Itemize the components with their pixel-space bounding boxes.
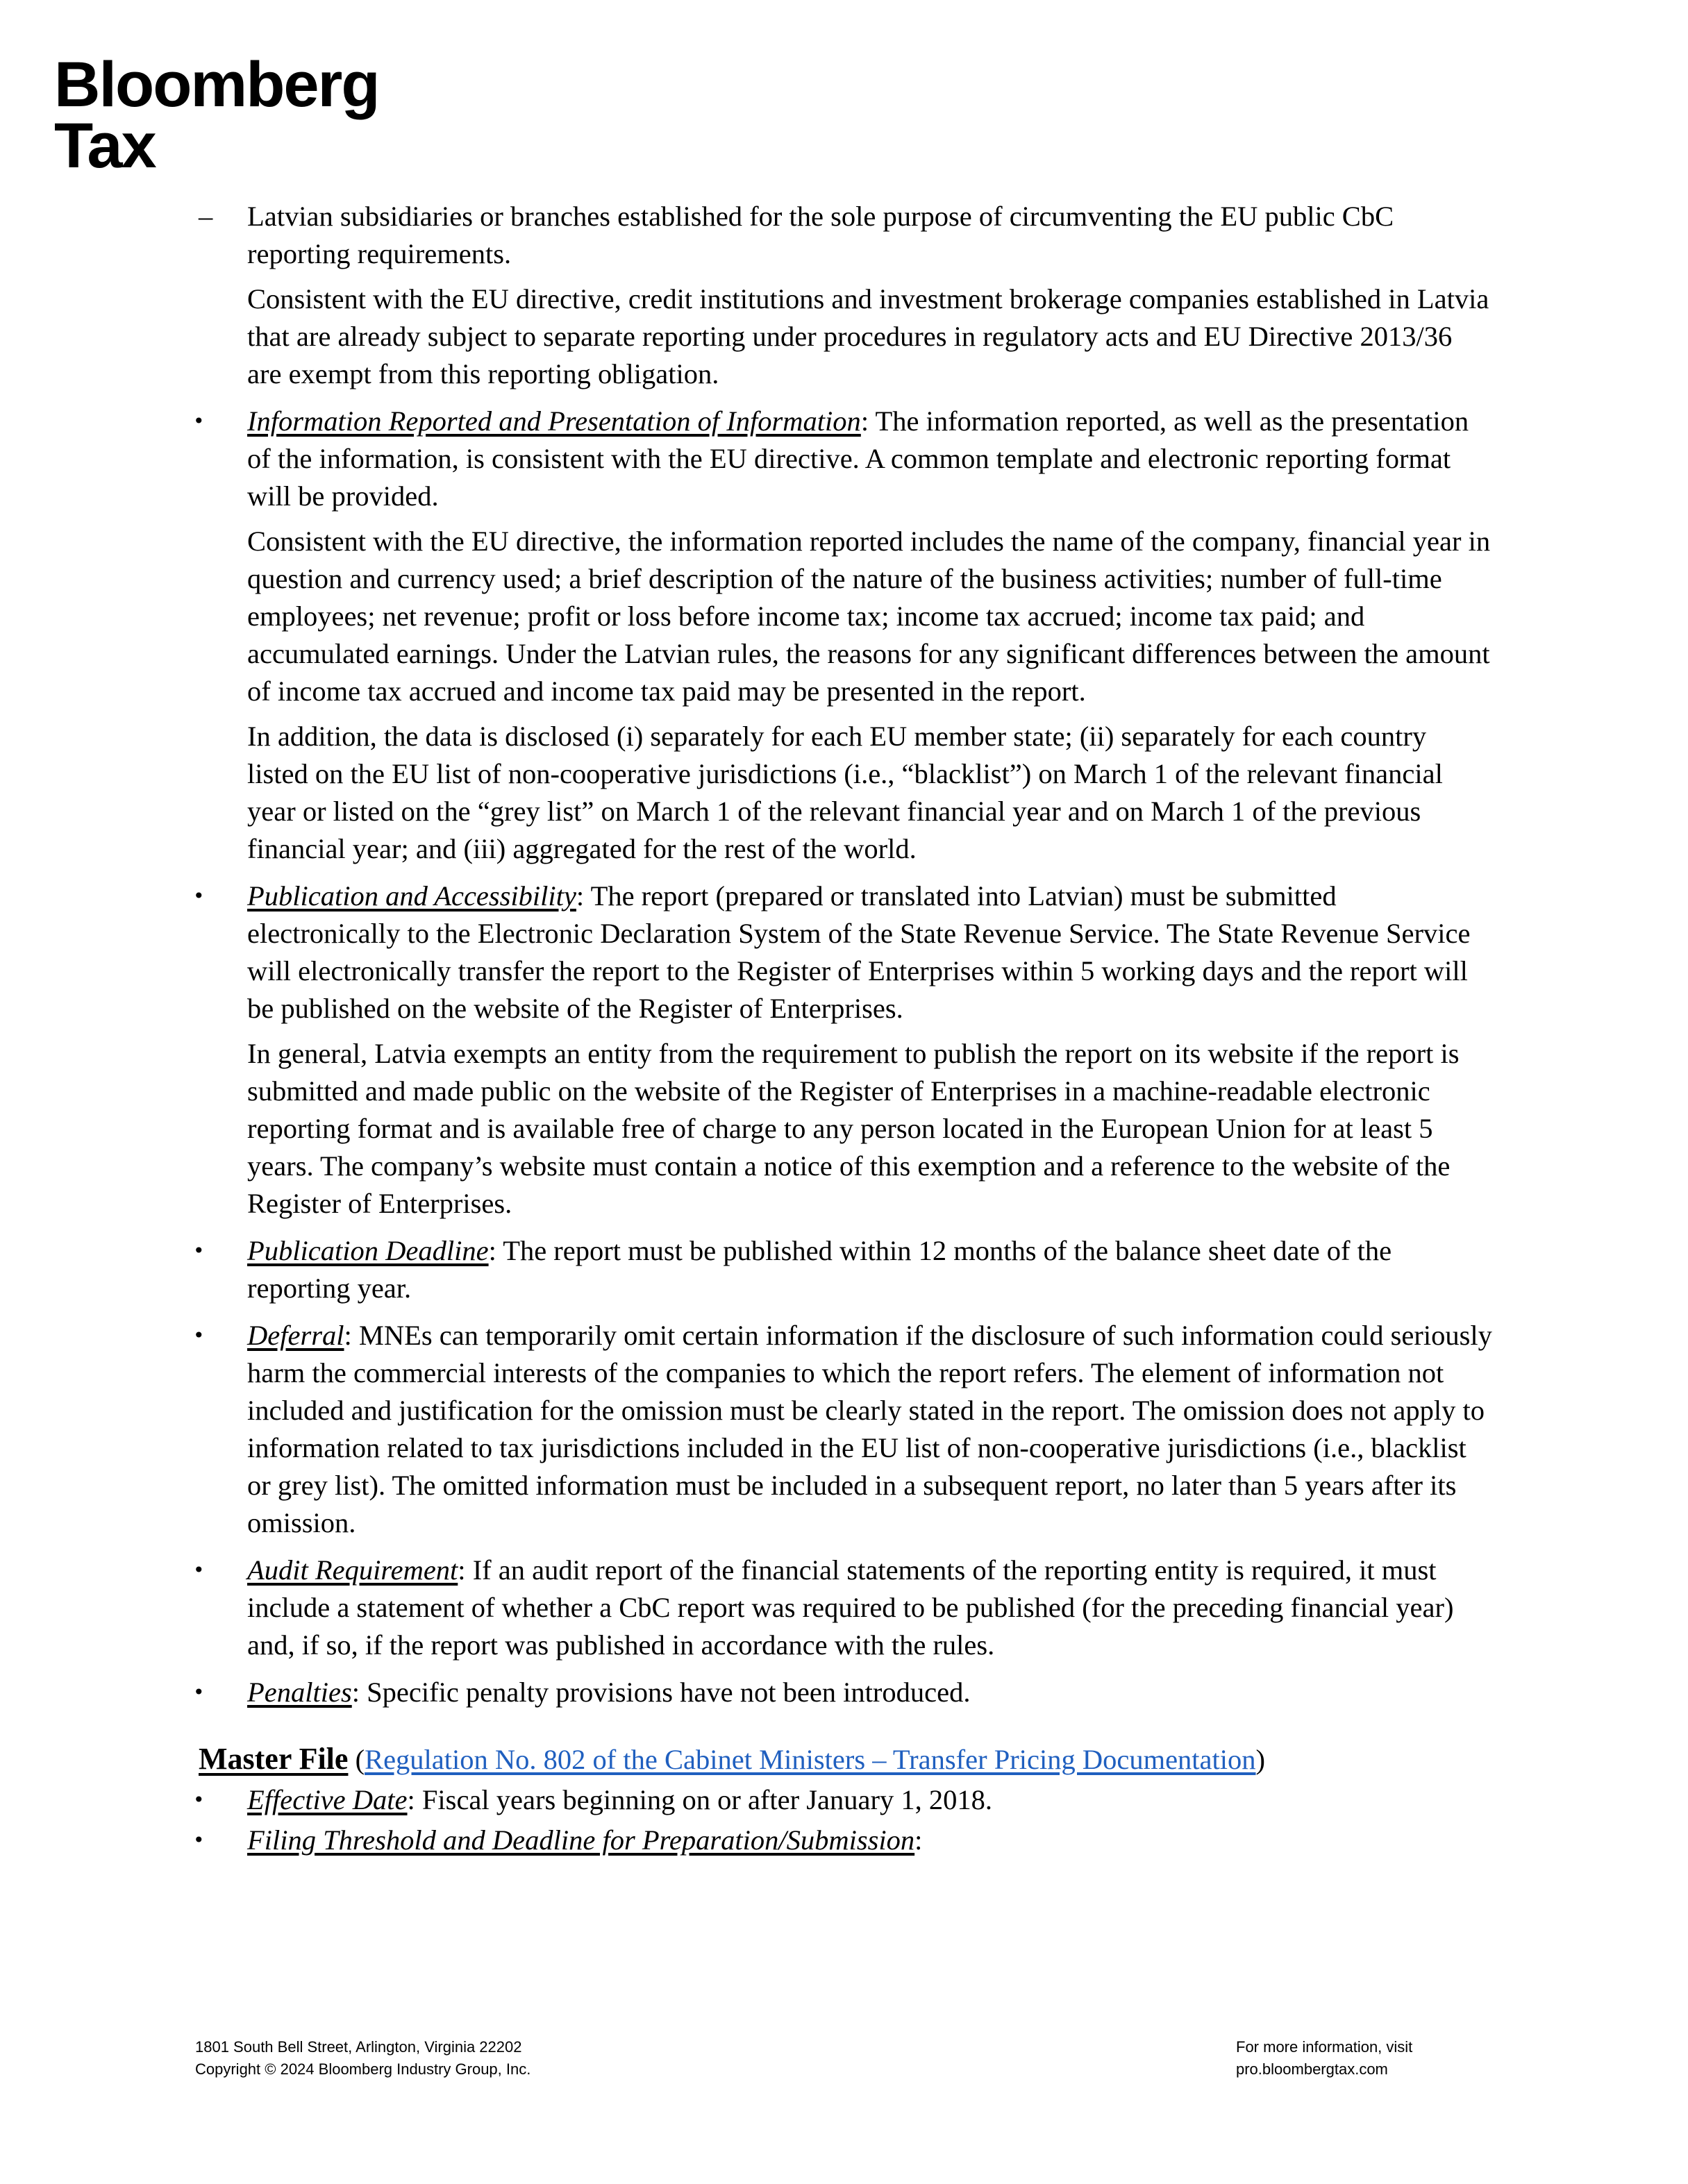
bullet-filing-threshold	[187, 1822, 1493, 1859]
footer-info-block	[1236, 2036, 1412, 2081]
bullet-separator: :	[576, 880, 585, 912]
bullet-paragraph: In addition, the data is disclosed (i) separately for each EU member state; (ii) separately for each country listed on the EU list of non-cooperative jurisdictions (i.e., “blacklist”) on March 1 of the relevant financial year or listed on the “grey list” on March 1 of the relevant financial year and on March 1 of the previous financial year; and (iii) aggregated for the rest of the world.	[247, 721, 1443, 864]
logo-line-1: Bloomberg	[54, 49, 379, 120]
bullet-label: Publication and Accessibility	[247, 880, 576, 912]
footer-address: 1801 South Bell Street, Arlington, Virginia 22202	[195, 2038, 522, 2056]
regulation-link[interactable]: Regulation No. 802 of the Cabinet Ministers – Transfer Pricing Documentation	[365, 1744, 1256, 1775]
bullet-deferral	[187, 1317, 1493, 1542]
bullet-icon: •	[193, 1559, 205, 1581]
footer-info-label: For more information, visit	[1236, 2038, 1413, 2056]
bullet-information-reported	[187, 403, 1493, 868]
bullet-separator: :	[458, 1554, 466, 1586]
bullet-text: The report must be published within 12 months of the balance sheet date of the reporting year.	[247, 1235, 1392, 1304]
bullet-label: Effective Date	[247, 1784, 408, 1815]
bullet-icon: •	[193, 410, 205, 432]
bullet-icon: •	[193, 1829, 205, 1851]
bullet-separator: :	[344, 1320, 352, 1351]
bullet-icon: •	[193, 1324, 205, 1347]
bullet-text: Fiscal years beginning on or after January 1, 2018.	[415, 1784, 992, 1815]
bullet-separator: :	[407, 1784, 415, 1815]
bullet-label: Information Reported and Presentation of Information	[247, 405, 861, 437]
paren-close: )	[1255, 1744, 1266, 1775]
section-title: Master File	[199, 1742, 349, 1776]
bullet-publication-accessibility	[187, 877, 1493, 1223]
bullet-paragraph: In general, Latvia exempts an entity from the requirement to publish the report on its website if the report is submitted and made public on the website of the Register of Enterprises in a machine-readable electronic reporting format and is available free of charge to any person located in the European Union for at least 5 years. The company’s website must contain a notice of this exemption and a reference to the website of the Register of Enterprises.	[247, 1038, 1460, 1219]
bullet-text: If an audit report of the financial statements of the reporting entity is required, it must include a statement of whether a CbC report was required to be published (for the preceding financial year) and, if so, if the report was published in accordance with the rules.	[247, 1554, 1454, 1661]
bullet-icon: •	[193, 1788, 205, 1811]
dash-item-text: Latvian subsidiaries or branches established for the sole purpose of circumventing the EU public CbC reporting requirements.	[247, 201, 1394, 269]
bullet-icon: •	[193, 884, 205, 907]
bloomberg-tax-logo	[54, 49, 379, 181]
bullet-separator: :	[488, 1235, 496, 1266]
bullet-paragraph: Consistent with the EU directive, the information reported includes the name of the company, financial year in question and currency used; a brief description of the nature of the business activities; number of full-time employees; net revenue; profit or loss before income tax; income tax accrued; income tax paid; and accumulated earnings. Under the Latvian rules, the reasons for any significant differences between the amount of income tax accrued and income tax paid may be presented in the report.	[247, 526, 1491, 707]
bullet-publication-deadline	[187, 1232, 1493, 1307]
logo-line-2: Tax	[54, 110, 156, 181]
bullet-icon: •	[193, 1681, 205, 1704]
paren-open: (	[348, 1744, 365, 1775]
footer-website: pro.bloombergtax.com	[1236, 2060, 1388, 2078]
bullet-text: MNEs can temporarily omit certain information if the disclosure of such information could seriously harm the commercial interests of the companies to which the report refers. The element of information not included and justification for the omission must be clearly stated in the report. The omission does not apply to information related to tax jurisdictions included in the EU list of non-cooperative jurisdictions (i.e., blacklist or grey list). The omitted information must be included in a subsequent report, no later than 5 years after its omission.	[247, 1320, 1492, 1538]
dash-list-item	[187, 198, 1493, 273]
bullet-label: Deferral	[247, 1320, 344, 1351]
bullet-text: The report (prepared or translated into Latvian) must be submitted electronically to the Electronic Declaration System of the State Revenue Service. The State Revenue Service will electronically transfer the report to the Register of Enterprises within 5 working days and the report will be published on the website of the Register of Enterprises.	[247, 880, 1471, 1024]
bullet-label: Penalties	[247, 1677, 352, 1708]
bullet-separator: :	[914, 1824, 923, 1856]
footer-address-block	[195, 2036, 530, 2081]
bullet-penalties	[187, 1674, 1493, 1711]
exemption-paragraph: Consistent with the EU directive, credit institutions and investment brokerage companies established in Latvia that are already subject to separate reporting under procedures in regulatory acts and EU Directive 2013/36 are exempt from this reporting obligation.	[247, 283, 1489, 389]
bullet-text: The information reported, as well as the presentation of the information, is consistent with the EU directive. A common template and electronic reporting format will be provided.	[247, 405, 1469, 512]
bullet-separator: :	[860, 405, 869, 437]
bullet-audit-requirement	[187, 1552, 1493, 1664]
footer-copyright: Copyright © 2024 Bloomberg Industry Group, Inc.	[195, 2060, 531, 2078]
bullet-label: Audit Requirement	[247, 1554, 458, 1586]
dash-marker: –	[199, 201, 213, 232]
document-body	[187, 198, 1493, 1859]
bullet-separator: :	[351, 1677, 360, 1708]
bullet-icon: •	[193, 1239, 205, 1262]
bullet-effective-date	[187, 1781, 1493, 1819]
master-file-heading	[187, 1740, 1493, 1779]
bullet-label: Filing Threshold and Deadline for Preparation/Submission	[247, 1824, 915, 1856]
bullet-text: Specific penalty provisions have not been introduced.	[359, 1677, 971, 1708]
bullet-label: Publication Deadline	[247, 1235, 489, 1266]
